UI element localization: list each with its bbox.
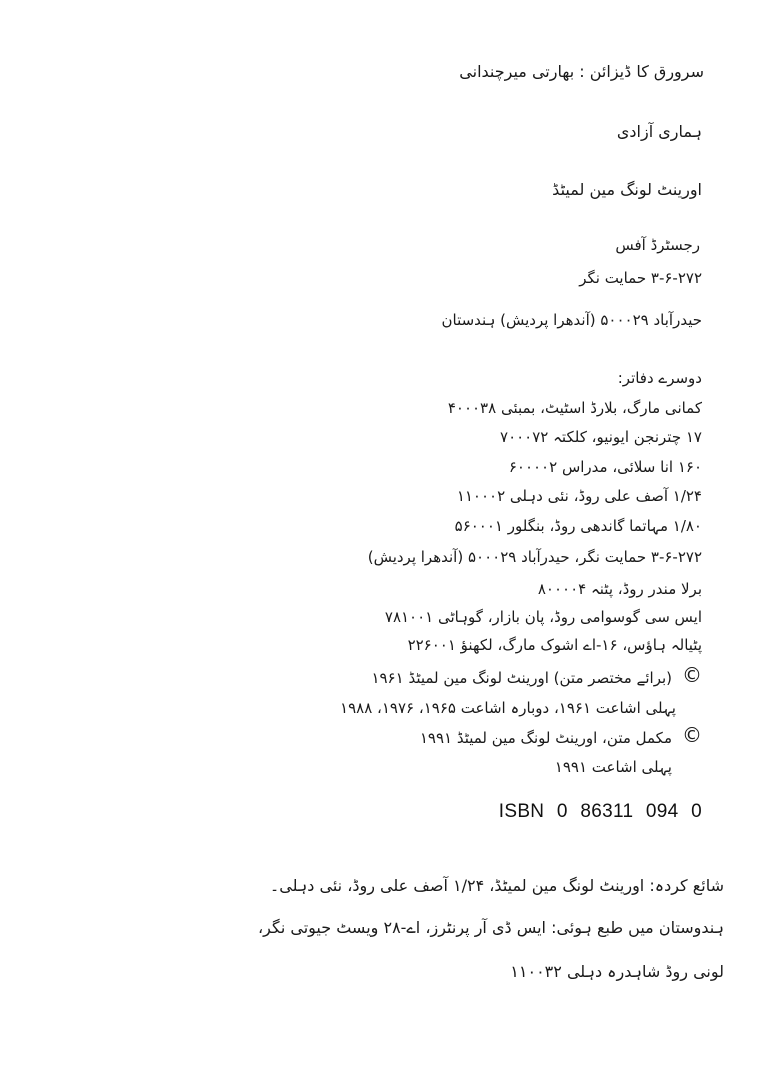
cover-designer-name: بھارتی میرچندانی <box>459 62 575 81</box>
copyright-line-1: (برائے مختصر متن) اورینٹ لونگ مین لمیٹڈ ۱۹۶۱ <box>371 669 672 687</box>
copyright-line-2: پہلی اشاعت ۱۹۶۱، دوبارہ اشاعت ۱۹۶۵، ۱۹۷۶، ۱۹۸۸ <box>340 699 676 717</box>
printer-address-line: لونی روڈ شاہدرہ دہلی ۱۱۰۰۳۲ <box>510 962 724 981</box>
published-by-line: شائع کردہ: اورینٹ لونگ مین لمیٹڈ، ۱/۲۴ آصف علی روڈ، نئی دہلی۔ <box>269 876 724 895</box>
isbn-number <box>499 801 702 823</box>
other-offices-heading: دوسرے دفاتر: <box>617 369 702 387</box>
office-item: برلا مندر روڈ، پٹنہ ۸۰۰۰۰۴ <box>537 580 702 598</box>
office-item: ۱/۸۰ مہاتما گاندھی روڈ، بنگلور ۵۶۰۰۰۱ <box>454 517 702 535</box>
cover-design-label: سرورق کا ڈیزائن <box>589 62 704 81</box>
registered-office-address-2: حیدرآباد ۵۰۰۰۲۹ (آندھرا پردیش) ہندستان <box>441 311 702 329</box>
office-item: ۱۶۰ انا سلائی، مدراس ۶۰۰۰۰۲ <box>508 458 702 476</box>
printed-at-line: ہندوستان میں طبع ہوئی: ایس ڈی آر پرنٹرز، اے-۲۸ ویسٹ جیوتی نگر، <box>257 918 724 937</box>
isbn-label: ISBN <box>498 801 545 822</box>
office-item: ایس سی گوسوامی روڈ، پان بازار، گوہاٹی ۷۸۱۰۰۱ <box>384 608 702 626</box>
office-item: ۱/۲۴ آصف علی روڈ، نئی دہلی ۱۱۰۰۰۲ <box>456 487 702 505</box>
isbn-group: 86311 <box>580 801 634 822</box>
copyright-symbol-2: © <box>682 723 702 747</box>
registered-office-heading: رجسٹرڈ آفس <box>615 236 700 254</box>
copyright-line-4: پہلی اشاعت ۱۹۹۱ <box>554 758 672 776</box>
isbn-group: 0 <box>556 801 568 822</box>
office-item: ۳-۶-۲۷۲ حمایت نگر، حیدرآباد ۵۰۰۰۲۹ (آندھرا پردیش) <box>367 548 702 566</box>
copyright-line-3: مکمل متن، اورینٹ لونگ مین لمیٹڈ ۱۹۹۱ <box>419 729 672 747</box>
publisher-name: اورینٹ لونگ مین لمیٹڈ <box>552 180 702 199</box>
copyright-symbol-1: © <box>682 663 702 687</box>
registered-office-address-1: ۳-۶-۲۷۲ حمایت نگر <box>579 269 702 287</box>
isbn-group: 094 <box>645 801 679 822</box>
office-item: پٹیالہ ہاؤس، ۱۶-اے اشوک مارگ، لکھنؤ ۲۲۶۰۰۱ <box>407 636 702 654</box>
cover-design-line: سرورق کا ڈیزائن : بھارتی میرچندانی <box>459 62 704 81</box>
book-title: ہماری آزادی <box>616 122 702 141</box>
office-item: ۱۷ چترنجن ایونیو، کلکتہ ۷۰۰۰۷۲ <box>500 428 702 446</box>
office-item: کمانی مارگ، بلارڈ اسٹیٹ، بمبئی ۴۰۰۰۳۸ <box>447 399 702 417</box>
isbn-group: 0 <box>691 801 702 822</box>
